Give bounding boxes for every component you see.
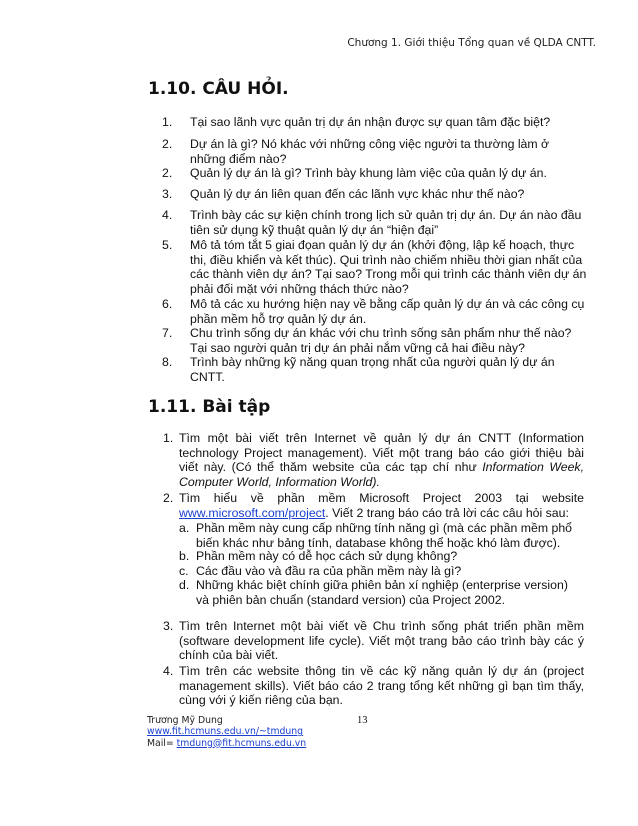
subquestion-item	[179, 521, 584, 550]
question-text: Chu trình sống dự án khác với chu trình sống sản phẩm như thế nào? Tại sao người quản trị dự án phải nắm vững cả hai điều này?	[190, 326, 572, 355]
question-number: 3.	[162, 187, 173, 201]
subquestion-text: Những khác biệt chính giữa phiên bản xí nghiệp (enterprise version) và phiên bản chuẩn (standard version) của Project 2002.	[196, 578, 568, 607]
question-text: Quản lý dự án liên quan đến các lãnh vực khác như thế nào?	[190, 187, 525, 201]
footer-mail-link[interactable]: tmdung@fit.hcmuns.edu.vn	[176, 737, 307, 749]
footer-website-link[interactable]: www.fit.hcmuns.edu.vn/~tmdung	[147, 726, 304, 738]
subquestion-text: Phần mềm này có dễ học cách sử dụng không?	[196, 549, 458, 563]
question-item	[162, 326, 588, 355]
question-item	[162, 166, 588, 181]
subquestion-item	[179, 578, 584, 607]
exercises-heading: 1.11. Bài tập	[148, 397, 271, 417]
question-number: 2.	[162, 166, 173, 180]
question-item	[162, 355, 588, 384]
subquestion-item	[179, 549, 584, 564]
question-number: 1.	[162, 115, 173, 129]
question-text: Quản lý dự án là gì? Trình bày khung làm việc của quản lý dự án.	[190, 166, 547, 180]
question-number: 7.	[162, 326, 173, 340]
question-number: 8.	[162, 355, 173, 369]
question-text: Trình bày những kỹ năng quan trọng nhất của người quản lý dự án CNTT.	[190, 355, 555, 384]
footer-author: Trương Mỹ Dung	[147, 715, 223, 726]
question-item	[162, 137, 588, 166]
page-footer	[147, 715, 306, 749]
exercise-number: 3.	[163, 619, 174, 633]
question-number: 6.	[162, 297, 173, 311]
exercise-item	[163, 664, 584, 708]
question-item	[162, 297, 588, 326]
exercise-number: 1.	[163, 431, 174, 445]
question-text: Tại sao lãnh vực quản trị dự án nhận được sự quan tâm đặc biệt?	[190, 115, 551, 129]
exercise-text-italic: Information Week, Computer World, Information World).	[179, 460, 584, 489]
subquestion-text: Phần mềm này cung cấp những tính năng gì (mà các phần mềm phổ biến khác như bảng tính, database không thể hoặc khó làm được).	[196, 521, 572, 550]
exercise-number: 4.	[163, 664, 174, 678]
exercise-item	[163, 619, 584, 663]
subquestion-item	[179, 564, 584, 579]
exercise-text-plain: Tìm một bài viết trên Internet về quản lý dự án CNTT (Information technology Project management). Viết một trang báo cáo giới thiệu bài viết này. (Có thể thăm website của các tạp chí như	[179, 431, 584, 475]
question-text: Mô tả các xu hướng hiện nay về bằng cấp quản lý dự án và các công cụ phần mềm hỗ trợ quản lý dự án.	[190, 297, 585, 326]
subquestion-label: a.	[179, 521, 190, 535]
question-item	[162, 238, 588, 296]
exercise-number: 2.	[163, 491, 174, 505]
running-header: Chương 1. Giới thiệu Tổng quan về QLDA CNTT.	[347, 37, 596, 49]
subquestion-label: c.	[179, 564, 189, 578]
exercise-text	[163, 431, 584, 489]
question-item	[162, 208, 588, 237]
subquestion-label: d.	[179, 578, 190, 592]
question-text: Trình bày các sự kiện chính trong lịch sử quản trị dự án. Dự án nào đầu tiên sử dụng kỹ thuật quản lý dự án “hiện đại”	[190, 208, 582, 237]
subquestion-text: Các đầu vào và đầu ra của phần mềm này là gì?	[196, 564, 462, 578]
question-text: Mô tả tóm tắt 5 giai đọan quản lý dự án (khởi động, lập kế hoạch, thực thi, điều khiển và kết thúc). Qui trình nào chiếm nhiều thời gian nhất của các thành viên dự án? Tại sao? Trong mỗi qui trình các thành viên dự án phải đối mặt với những thách thức nào?	[190, 238, 587, 296]
footer-mail-label: Mail=	[147, 737, 177, 749]
question-item	[162, 187, 588, 202]
exercise-text	[163, 491, 584, 520]
exercise-text: Tìm trên Internet một bài viết về Chu trình sống phát triển phần mềm (software development life cycle). Viết một trang bảo cáo trình bày các ý chính của bài viết.	[179, 619, 584, 663]
exercise-item	[163, 431, 584, 489]
question-item	[162, 115, 588, 130]
question-number: 4.	[162, 208, 173, 222]
question-number: 5.	[162, 238, 173, 252]
exercise-text-plain: Tìm hiểu về phần mềm Microsoft Project 2003 tại website	[179, 491, 584, 505]
microsoft-project-link[interactable]: www.microsoft.com/project	[179, 505, 326, 520]
questions-heading: 1.10. CÂU HỎI.	[148, 79, 289, 99]
subquestion-label: b.	[179, 549, 190, 563]
question-number: 2.	[162, 137, 173, 151]
exercise-text-plain: . Viết 2 trang báo cáo trả lời các câu hỏi sau:	[325, 505, 569, 520]
exercise-item	[163, 491, 584, 520]
page-number: 13	[357, 715, 368, 726]
question-text: Dự án là gì? Nó khác với những công việc người ta thường làm ở những điểm nào?	[190, 137, 550, 166]
exercise-text: Tìm trên các website thông tin về các kỹ năng quản lý dự án (project management skills). Viết báo cáo 2 trang tổng kết những gì bạn tìm thấy, cùng với ý kiến riêng của bạn.	[179, 664, 584, 708]
